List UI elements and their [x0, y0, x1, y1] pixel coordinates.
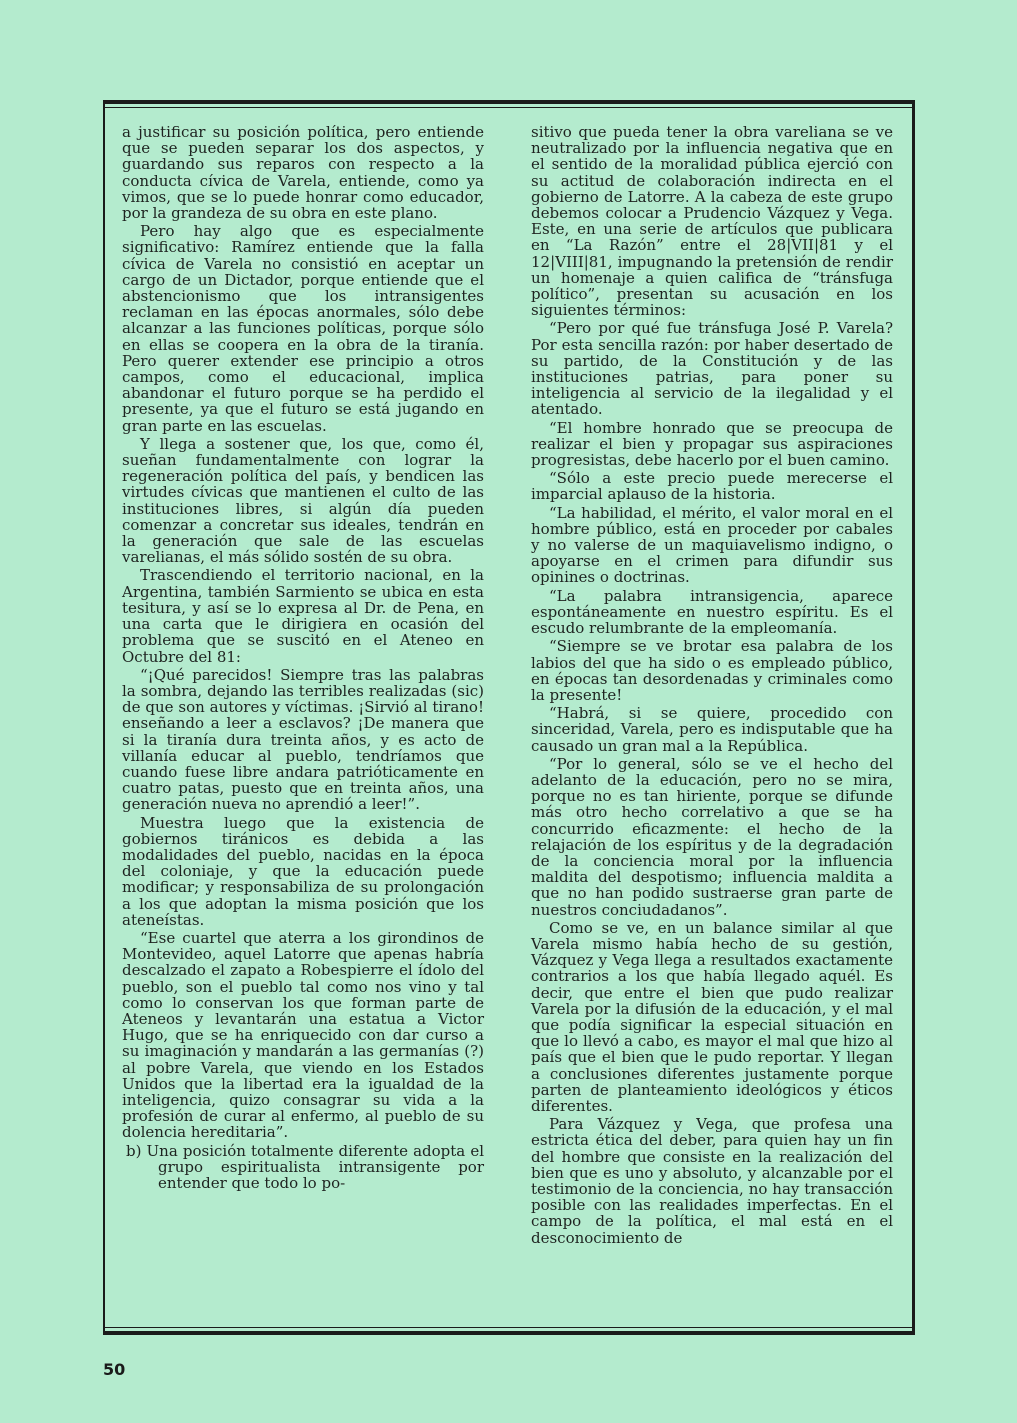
quote-paragraph: “La habilidad, el mérito, el valor moral en el hombre público, está en proceder por cabales y no valerse de un maquiavelismo indigno, o apoyarse en el crimen para difundir sus opinines o doctrinas. [531, 503, 893, 587]
quote-paragraph: “Sólo a este precio puede merecerse el imparcial aplauso de la historia. [531, 469, 893, 504]
paragraph: Para Vázquez y Vega, que profesa una estricta ética del deber, para quien hay un fin del hombre que consiste en la realización del bien que es uno y absoluto, y alcanzable por el testimonio de la conciencia, no hay transacción posible con las realidades imperfectas. En el campo de la política, el mal está en el desconocimiento de [531, 1115, 893, 1247]
quote-paragraph: “La palabra intransigencia, aparece espontáneamente en nuestro espíritu. Es el escudo relumbrante de la empleomanía. [531, 586, 893, 638]
quote-paragraph: “Habrá, si se quiere, procedido con sinceridad, Varela, pero es indisputable que ha causado un gran mal a la República. [531, 704, 893, 755]
quote-paragraph: “Pero por qué fue tránsfuga José P. Varela? Por esta sencilla razón: por haber desertado de su partido, de la Constitución y de las instituciones patrias, para poner su inteligencia al servicio de la ilegalidad y el atentado. [531, 319, 893, 419]
quote-paragraph: “Siempre se ve brotar esa palabra de los labios del que ha sido o es empleado público, en épocas tan desordenadas y criminales como la presente! [531, 637, 893, 704]
quote-paragraph: “Por lo general, sólo se ve el hecho del adelanto de la educación, pero no se mira, porque no es tan hiriente, porque se difunde más otro hecho correlativo a que se ha concurrido eficazmente: el hecho de la relajación de los espíritus y de la degradación de la conciencia moral por la influencia maldita del despotismo; influencia maldita a que no han podido sustraerse gran parte de nuestros conciudadanos”. [531, 754, 893, 919]
paragraph: Muestra luego que la existencia de gobiernos tiránicos es debida a las modalidades del pueblo, nacidas en la época del coloniaje, y que la educación puede modificar; y responsabiliza de su prolongación a los que adoptan la misma posición que los ateneístas. [122, 813, 484, 929]
page-number: 50 [103, 1360, 126, 1379]
quote-paragraph: “¡Qué parecidos! Siempre tras las palabras la sombra, dejando las terribles realizadas (sic) de que son autores y víctimas. ¡Sirvió al tirano! enseñando a leer a esclavos? ¡De manera que si la tiranía dura treinta años, y es acto de villanía educar al pueblo, tendríamos que cuando fuese libre andara patrióticamente en cuatro patas, puesto que en treinta años, una generación nueva no aprendió a leer!”. [122, 665, 484, 814]
paragraph: Pero hay algo que es especialmente significativo: Ramírez entiende que la falla cívica de Varela no consistió en aceptar un cargo de un Dictador, porque entiende que el abstencionismo que los intransigentes reclaman en las épocas anormales, sólo debe alcanzar a las funciones políticas, porque sólo en ellas se coopera en la obra de la tiranía. Pero querer extender ese principio a otros campos, como el educacional, implica abandonar el futuro porque se ha perdido el presente, ya que el futuro se está jugando en gran parte en las escuelas. [122, 222, 484, 435]
paragraph: a justificar su posición política, pero entiende que se pueden separar los dos aspectos, y guardando sus reparos con respecto a la conducta cívica de Varela, entiende, como ya vimos, que se lo puede honrar como educador, por la grandeza de su obra en este plano. [122, 123, 484, 223]
paragraph: sitivo que pueda tener la obra vareliana se ve neutralizado por la influencia negativa que en el sentido de la moralidad pública ejerció con su actitud de colaboración indirecta en el gobierno de Latorre. A la cabeza de este grupo debemos colocar a Prudencio Vázquez y Vega. Este, en una serie de artículos que publicara en “La Razón” entre el 28|VII|81 y el 12|VIII|81, impugnando la pretensión de rendir un homenaje a quien califica de “tránsfuga político”, presentan su acusación en los siguientes términos: [531, 123, 893, 320]
quote-paragraph: “Ese cuartel que aterra a los girondinos de Montevideo, aquel Latorre que apenas habría descalzado el zapato a Robespierre el ídolo del pueblo, son el pueblo tal como nos vino y tal como lo conservan los que forman parte de Ateneos y levantarán una estatua a Victor Hugo, que se ha enriquecido con dar curso a su imaginación y mandarán a las germanías (?) al pobre Varela, que viendo en los Estados Unidos que la libertad era la igualdad de la inteligencia, quizo consagrar su vida a la profesión de curar al enfermo, al pueblo de su dolencia hereditaria”. [122, 928, 484, 1142]
quote-paragraph: “El hombre honrado que se preocupa de realizar el bien y propagar sus aspiraciones progresistas, debe hacerlo por el buen camino. [531, 418, 893, 470]
paragraph: Y llega a sostener que, los que, como él, sueñan fundamentalmente con lograr la regeneración política del país, y bendicen las virtudes cívicas que mantienen el culto de las instituciones libres, si algún día pueden comenzar a concretar sus ideales, tendrán en la generación que sale de las escuelas varelianas, el más sólido sostén de su obra. [122, 434, 484, 567]
right-column [531, 124, 893, 1248]
paragraph: Como se ve, en un balance similar al que Varela mismo había hecho de su gestión, Vázquez y Vega llega a resultados exactamente contrarios a los que había llegado aquél. Es decir, que entre el bien que pudo realizar Varela por la difusión de la educación, y el mal que podía significar la especial situación en que lo llevó a cabo, es mayor el mal que hizo al país que el bien que le pudo reportar. Y llegan a conclusiones diferentes justamente porque parten de planteamiento ideológicos y éticos diferentes. [531, 918, 893, 1115]
paragraph: Trascendiendo el territorio nacional, en la Argentina, también Sarmiento se ubica en esta tesitura, y así se lo expresa al Dr. de Pena, en una carta que le dirigiera en ocasión del problema que se suscitó en el Ateneo en Octubre del 81: [122, 566, 484, 666]
left-column [122, 124, 484, 1193]
list-item-b: b) Una posición totalmente diferente adopta el grupo espiritualista intransigente por entender que todo lo po- [126, 1141, 484, 1192]
